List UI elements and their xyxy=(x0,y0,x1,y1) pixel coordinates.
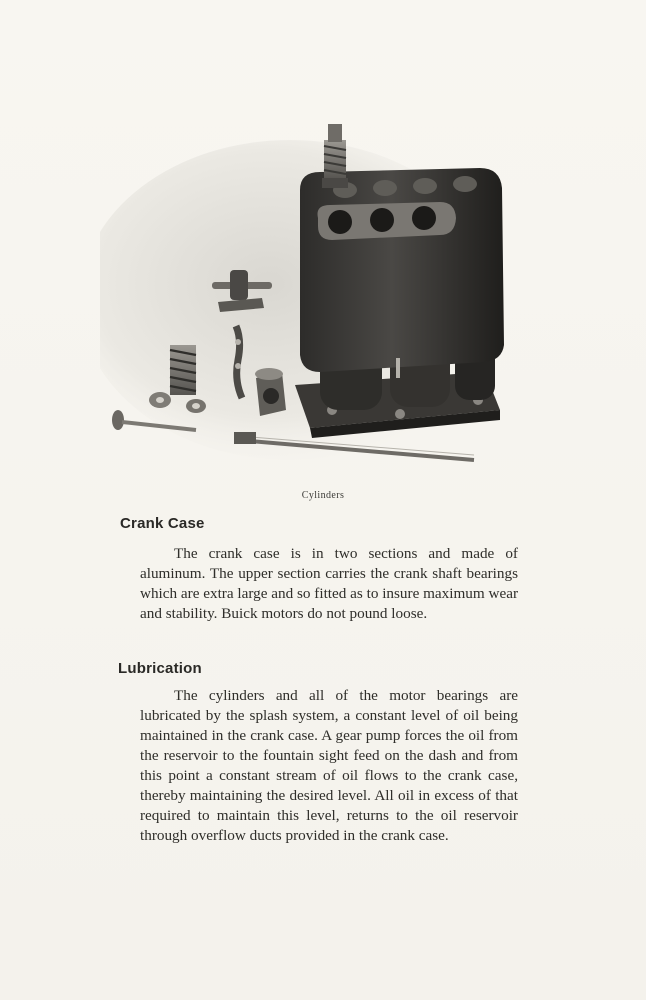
lever-part xyxy=(235,326,242,398)
section-body-crank-case: The crank case is in two sections and made of aluminum. The upper section carries the crank shaft bearings which are extra large and so fitted as to insure maximum wear and stability. Buick motors do not pound loose. xyxy=(140,545,519,622)
section-body-lubrication: The cylinders and all of the motor bearings are lubricated by the splash system, a constant level of oil being maintained in the crank case. A gear pump forces the oil from the reservoir to the fountain sight feed on the dash and from this point a constant stream of oil flows to the crank case, thereby maintaining the desired level. All oil in excess of that required to maintain this level, returns to the oil reservoir through overflow ducts provided in the crank case. xyxy=(140,687,518,844)
tappet-guide xyxy=(255,368,286,416)
cylinder-block xyxy=(295,124,504,438)
section-heading-crank-case: Crank Case xyxy=(120,515,205,532)
section-heading-lubrication: Lubrication xyxy=(118,660,202,677)
figure-caption: Cylinders xyxy=(301,490,345,501)
valve-spring xyxy=(170,345,196,395)
cylinders-illustration xyxy=(100,110,520,470)
